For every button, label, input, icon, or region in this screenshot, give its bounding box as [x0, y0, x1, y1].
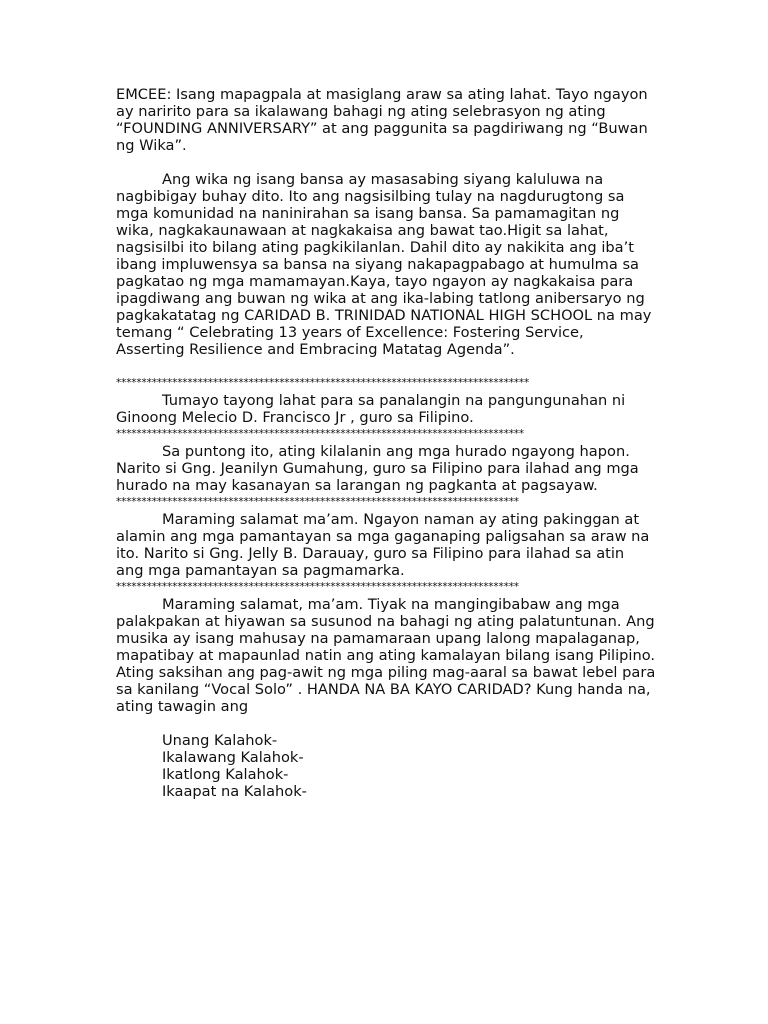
separator-line: ******************************************************************************** [116, 428, 525, 440]
vocal-solo-paragraph: Maraming salamat, ma’am. Tiyak na mangingibabaw ang mga palakpakan at hiyawan sa susunod na bahagi ng ating palatuntunan. Ang musika ay isang mahusay na pamamaraan upang lalong mapalaganap, mapatibay at mapaunlad natin ang ating kamalayan bilang isang Pilipino. Ating saksihan ang pag-awit ng mga piling mag-aaral sa bawat lebel para sa kanilang “Vocal Solo” . HANDA NA BA KAYO CARIDAD? Kung handa na, ating tawagin ang [116, 596, 656, 715]
intro-paragraph: EMCEE: Isang mapagpala at masiglang araw sa ating lahat. Tayo ngayon ay naririto para sa ikalawang bahagi ng ating selebrasyon ng ating “FOUNDING ANNIVERSARY” at ang paggunita sa pagdiriwang ng “Buwan ng Wika”. [116, 86, 648, 154]
panalangin-paragraph: Tumayo tayong lahat para sa panalangin na pangungunahan ni Ginoong Melecio D. Francisco Jr , guro sa Filipino. [116, 392, 626, 426]
list-item: Ikalawang Kalahok- [162, 749, 304, 766]
hurado-paragraph: Sa puntong ito, ating kilalanin ang mga hurado ngayong hapon. Narito si Gng. Jeanilyn Gumahung, guro sa Filipino para ilahad ang mga hurado na may kasanayan sa larangan ng pagkanta at pagsayaw. [116, 443, 639, 494]
list-item: Ikatlong Kalahok- [162, 766, 289, 783]
blank-line [116, 358, 656, 375]
list-item: Ikaapat na Kalahok- [162, 783, 307, 800]
separator-line: ********************************************************************************* [116, 377, 530, 389]
separator-line: ******************************************************************************* [116, 581, 519, 593]
blank-line [116, 154, 656, 171]
wika-paragraph: Ang wika ng isang bansa ay masasabing siyang kaluluwa na nagbibigay buhay dito. Ito ang nagsisilbing tulay na nagdurugtong sa mga komunidad na naninirahan sa isang bansa. Sa pamamagitan ng wika, nagkakaunawaan at nagkakaisa ang bawat tao.Higit sa lahat, nagsisilbi ito bilang ating pagkikilanlan. Dahil dito ay nakikita ang iba’t ibang impluwensya sa bansa na siyang nakapagpabago at humulma sa pagkatao ng mga mamamayan.Kaya, tayo ngayon ay nagkakaisa para ipagdiwang ang buwan ng wika at ang ika-labing tatlong anibersaryo ng pagkakatatag ng CARIDAD B. TRINIDAD NATIONAL HIGH SCHOOL na may temang “ Celebrating 13 years of Excellence: Fostering Service, Asserting Resilience and Embracing Matatag Agenda”. [116, 171, 652, 358]
contestant-list [116, 732, 656, 800]
list-item: Unang Kalahok- [162, 732, 278, 749]
blank-line [116, 715, 656, 732]
pamantayan-paragraph: Maraming salamat ma’am. Ngayon naman ay ating pakinggan at alamin ang mga pamantayan sa mga gaganaping paligsahan sa araw na ito. Narito si Gng. Jelly B. Darauay, guro sa Filipino para ilahad sa atin ang mga pamantayan sa pagmamarka. [116, 511, 650, 579]
document-page [116, 86, 656, 800]
separator-line: ******************************************************************************* [116, 496, 519, 508]
